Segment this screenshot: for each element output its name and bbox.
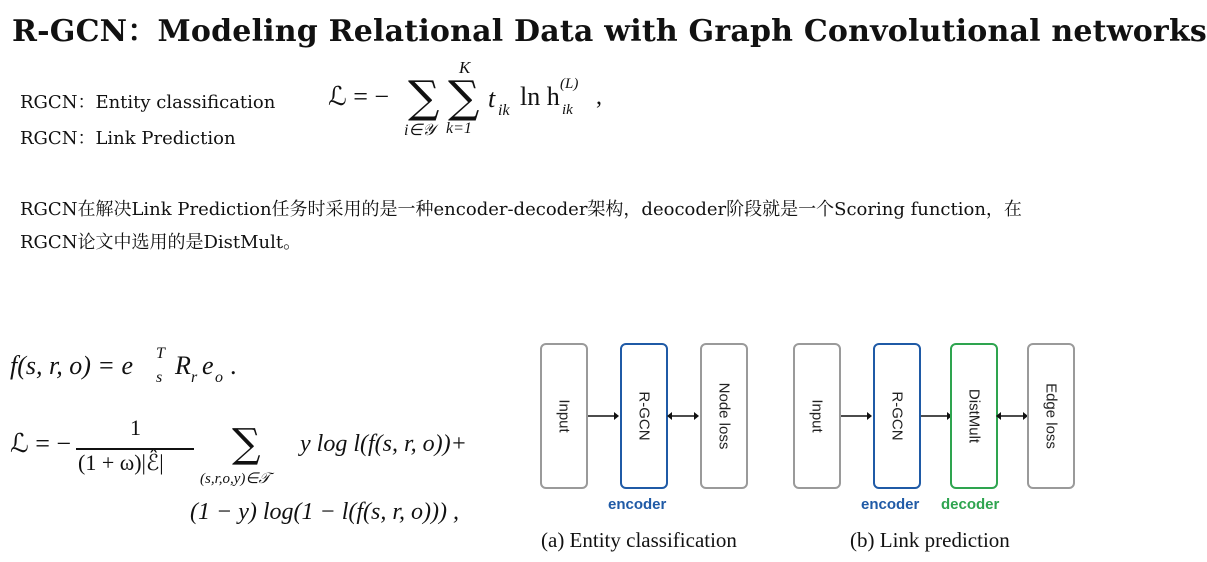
- diagram-entity-classification: [535, 330, 765, 560]
- paragraph-line-2: RGCN论文中选用的是DistMult。: [20, 232, 302, 253]
- formula3-term2: (1 − y) log(1 − l(f(s, r, o))) ,: [190, 499, 460, 525]
- formula1-lhs: ℒ = −: [328, 82, 390, 111]
- formula2-main: f(s, r, o) = e: [10, 351, 133, 380]
- formula3-lhs: ℒ = −: [10, 429, 72, 458]
- rgcn-box: [873, 343, 921, 489]
- formula1-h-superscript: (L): [560, 76, 579, 92]
- edge-loss-box-label: Edge loss: [1042, 383, 1060, 449]
- link-prediction-label: RGCN：Link Prediction: [20, 128, 236, 149]
- edge-loss-box: [1027, 343, 1075, 489]
- formula2-e-o: e: [202, 351, 214, 380]
- node-loss-box-label: Node loss: [715, 382, 733, 450]
- caption-link-prediction: (b) Link prediction: [850, 528, 1010, 552]
- arrow-icon: [586, 406, 620, 426]
- bidirectional-arrow-icon: [666, 406, 700, 426]
- rgcn-box: [620, 343, 668, 489]
- entity-classification-label: RGCN：Entity classification: [20, 92, 276, 113]
- loss-formula-link: [10, 415, 510, 535]
- formula3-numerator: 1: [130, 415, 141, 440]
- formula2-e-o-subscript: o: [215, 369, 223, 386]
- loss-formula-entity: [328, 58, 618, 148]
- formula1-sum2-top: K: [459, 58, 471, 77]
- formula1-comma: ,: [596, 84, 602, 110]
- formula1-sum1-subscript: i∈𝒴: [404, 122, 435, 139]
- formula1-h-subscript: ik: [562, 102, 573, 118]
- scoring-function-formula: [10, 345, 270, 389]
- formula1-t: t: [488, 84, 496, 113]
- distmult-box-label: DistMult: [965, 388, 983, 444]
- input-box: [540, 343, 588, 489]
- input-box-label: Input: [808, 399, 826, 433]
- formula3-denominator: (1 + ω)|ℰ̂|: [78, 450, 164, 475]
- formula2-e-subscript: s: [156, 369, 163, 386]
- arrow-icon: [919, 406, 953, 426]
- formula1-t-subscript: ik: [498, 102, 510, 119]
- diagram-link-prediction: [788, 330, 1078, 560]
- input-box-label: Input: [555, 399, 573, 433]
- sum-symbol-3: ∑: [232, 421, 261, 467]
- paragraph-line-1: RGCN在解决Link Prediction任务时采用的是一种encoder-decoder架构，deocoder阶段就是一个Scoring function，在: [20, 199, 1022, 220]
- formula1-ln-h: ln h: [520, 82, 560, 111]
- encoder-label: encoder: [608, 496, 667, 513]
- input-box: [793, 343, 841, 489]
- bidirectional-arrow-icon: [995, 406, 1029, 426]
- arrow-icon: [839, 406, 873, 426]
- rgcn-box-label: R-GCN: [635, 391, 653, 441]
- decoder-label: decoder: [941, 496, 1000, 513]
- sum-symbol-1: ∑: [408, 72, 440, 123]
- formula2-R-subscript: r: [191, 369, 198, 386]
- formula3-term1: y log l(f(s, r, o))+: [300, 431, 467, 457]
- formula3-sum-subscript: (s,r,o,y)∈𝒯: [200, 471, 270, 487]
- formula2-R: R: [175, 351, 191, 380]
- encoder-label: encoder: [861, 496, 920, 513]
- formula2-e-superscript: T: [156, 345, 165, 362]
- sum-symbol-2: ∑: [448, 72, 480, 123]
- rgcn-box-label: R-GCN: [888, 391, 906, 441]
- node-loss-box: [700, 343, 748, 489]
- caption-entity-classification: (a) Entity classification: [541, 528, 737, 552]
- page-title: R-GCN：Modeling Relational Data with Graph Convolutional networks: [12, 14, 1207, 49]
- distmult-box: [950, 343, 998, 489]
- formula1-sum2-subscript: k=1: [446, 120, 472, 137]
- formula2-dot: .: [230, 351, 237, 380]
